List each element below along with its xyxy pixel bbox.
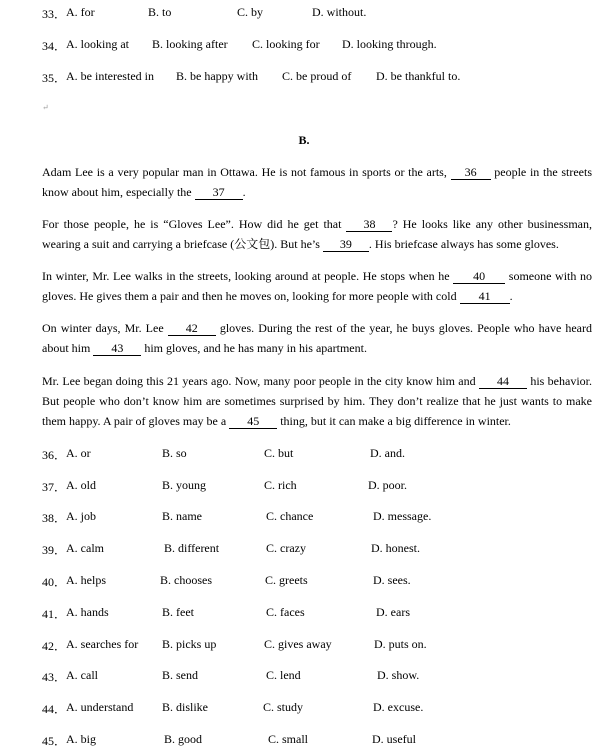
question-number: 34．: [42, 39, 67, 53]
option-b: B. be happy with: [176, 69, 258, 83]
blank-44: 44: [479, 374, 527, 389]
paragraph-1: [42, 162, 592, 202]
paragraph-5: [42, 371, 592, 431]
passage-text: gloves. During the rest of the year, he buys gloves. People who have heard about him: [42, 321, 592, 355]
blank-36: 36: [451, 165, 491, 180]
option-c: C. faces: [266, 605, 305, 619]
option-a: A. be interested in: [66, 69, 154, 83]
option-d: D. honest.: [371, 541, 420, 555]
blank-43: 43: [93, 341, 141, 356]
question-number: 37．: [42, 480, 67, 494]
option-a: A. old: [66, 478, 96, 492]
option-a: A. or: [66, 446, 91, 460]
option-d: D. poor.: [368, 478, 407, 492]
option-a: A. looking at: [66, 37, 129, 51]
option-b: B. picks up: [162, 637, 217, 651]
option-b: B. chooses: [160, 573, 212, 587]
section-title: B.: [298, 133, 310, 147]
blank-39: 39: [323, 237, 369, 252]
option-c: C. greets: [265, 573, 308, 587]
question-number: 33．: [42, 7, 67, 21]
option-d: D. ears: [376, 605, 410, 619]
question-number: 44．: [42, 702, 67, 716]
passage-text: . His briefcase always has some gloves.: [368, 237, 559, 251]
passage-text: his behavior. But people who don’t know him are sometimes surprised by him. They don’t realize that he just wants to make them happy. A pair of gloves may be a: [42, 374, 592, 428]
option-b: B. so: [162, 446, 187, 460]
question-number: 42．: [42, 639, 67, 653]
blank-38: 38: [346, 217, 392, 232]
question-number: 43．: [42, 670, 67, 684]
passage-text: On winter days, Mr. Lee: [42, 321, 168, 335]
question-number: 41．: [42, 607, 67, 621]
option-b: B. good: [164, 732, 203, 746]
option-c: C. but: [264, 446, 294, 460]
passage-text: someone with no gloves. He gives them a pair and then he moves on, looking for more people with cold: [42, 269, 592, 303]
option-a: A. calm: [66, 541, 104, 555]
passage-text: .: [242, 185, 246, 199]
paragraph-mark: ↵: [42, 103, 49, 112]
option-b: B. different: [164, 541, 220, 555]
option-a: A. call: [66, 668, 98, 682]
option-a: A. big: [66, 732, 96, 746]
option-d: D. useful: [372, 732, 416, 746]
option-d: D. excuse.: [373, 700, 424, 714]
passage-text: ? He looks like any other businessman, wearing a suit and carrying a briefcase (公文包). But he’s: [42, 217, 592, 251]
paragraph-2: [42, 214, 592, 254]
option-d: D. without.: [312, 5, 367, 19]
option-a: A. helps: [66, 573, 106, 587]
option-c: C. gives away: [264, 637, 332, 651]
option-c: C. chance: [266, 509, 314, 523]
question-number: 45．: [42, 734, 67, 748]
option-d: D. message.: [373, 509, 432, 523]
option-b: B. name: [162, 509, 202, 523]
option-b: B. looking after: [152, 37, 228, 51]
passage-text: .: [509, 289, 513, 303]
passage-text: Adam Lee is a very popular man in Ottawa. He is not famous in sports or the arts,: [42, 165, 447, 179]
option-a: A. understand: [66, 700, 134, 714]
passage-text: thing, but it can make a big difference in winter.: [277, 414, 511, 428]
blank-41: 41: [460, 289, 510, 304]
option-d: D. sees.: [373, 573, 411, 587]
option-c: C. looking for: [252, 37, 320, 51]
option-d: D. show.: [377, 668, 420, 682]
option-d: D. puts on.: [374, 637, 427, 651]
option-a: A. for: [66, 5, 95, 19]
question-number: 38．: [42, 511, 67, 525]
blank-37: 37: [195, 185, 243, 200]
option-b: B. send: [162, 668, 198, 682]
passage-text: For those people, he is “Gloves Lee”. How did he get that: [42, 217, 347, 231]
option-c: C. be proud of: [282, 69, 352, 83]
question-number: 39．: [42, 543, 67, 557]
passage-text: him gloves, and he has many in his apartment.: [141, 341, 367, 355]
passage-text: In winter, Mr. Lee walks in the streets, looking around at people. He stops when he: [42, 269, 454, 283]
option-a: A. hands: [66, 605, 109, 619]
option-d: D. looking through.: [342, 37, 437, 51]
blank-40: 40: [453, 269, 505, 284]
option-a: A. job: [66, 509, 96, 523]
option-c: C. lend: [266, 668, 301, 682]
option-d: D. and.: [370, 446, 405, 460]
option-c: C. by: [237, 5, 264, 19]
passage-text: Mr. Lee began doing this 21 years ago. Now, many poor people in the city know him and: [42, 374, 479, 388]
option-c: C. small: [268, 732, 309, 746]
option-b: B. feet: [162, 605, 194, 619]
option-d: D. be thankful to.: [376, 69, 461, 83]
passage-text: people in the streets know about him, especially the: [42, 165, 593, 199]
blank-42: 42: [168, 321, 216, 336]
paragraph-3: [42, 266, 592, 306]
option-b: B. to: [148, 5, 172, 19]
blank-45: 45: [229, 414, 277, 429]
option-b: B. dislike: [162, 700, 209, 714]
option-c: C. rich: [264, 478, 297, 492]
option-c: C. study: [263, 700, 304, 714]
option-c: C. crazy: [266, 541, 306, 555]
option-b: B. young: [162, 478, 207, 492]
paragraph-4: [42, 318, 592, 358]
question-number: 35．: [42, 71, 67, 85]
question-number: 36．: [42, 448, 67, 462]
question-number: 40．: [42, 575, 67, 589]
option-a: A. searches for: [66, 637, 139, 651]
